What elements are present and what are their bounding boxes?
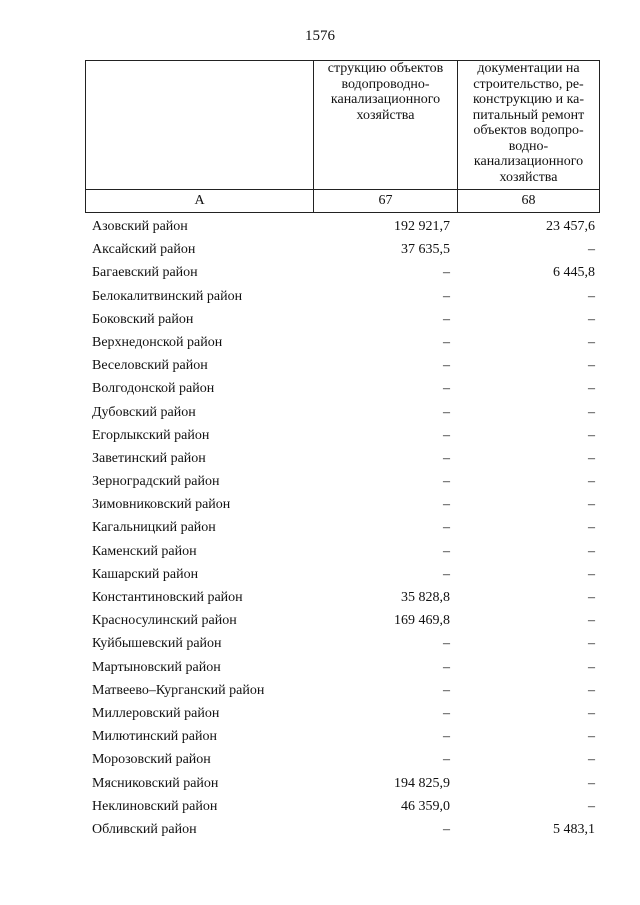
value-col-67: 37 635,5 — [401, 242, 450, 258]
value-col-67: – — [443, 566, 450, 582]
value-col-67: – — [443, 636, 450, 652]
header-col-67 — [314, 61, 458, 190]
value-col-68: – — [588, 729, 595, 745]
district-name: Заветинский район — [92, 450, 206, 466]
table-row — [0, 261, 640, 284]
value-col-68: – — [588, 358, 595, 374]
header-col-67-line: хозяйства — [356, 107, 415, 123]
table-row — [0, 215, 640, 238]
district-name: Обливский район — [92, 821, 197, 837]
value-col-68: – — [588, 798, 595, 814]
table-row — [0, 238, 640, 261]
value-col-68: – — [588, 752, 595, 768]
district-name: Константиновский район — [92, 590, 243, 605]
value-col-67: – — [443, 311, 450, 327]
district-name: Белокалитвинский район — [92, 288, 243, 304]
table-row — [0, 331, 640, 354]
code-68: 68 — [458, 190, 600, 213]
value-col-67: – — [443, 705, 450, 721]
code-67: 67 — [314, 190, 458, 213]
value-col-67: – — [443, 427, 450, 443]
table-row — [0, 377, 640, 400]
district-name: Верхнедонской район — [92, 334, 223, 350]
district-name: Морозовский район — [92, 752, 211, 768]
district-name: Веселовский район — [92, 358, 208, 374]
header-row — [86, 61, 600, 190]
district-name: Зерноградский район — [92, 474, 220, 490]
value-col-68: – — [588, 636, 595, 652]
district-name: Азовский район — [92, 219, 188, 234]
value-col-68: – — [588, 775, 595, 791]
table-row — [0, 401, 640, 424]
value-col-68: – — [588, 311, 595, 327]
header-col-67-line: канализационного — [330, 92, 441, 107]
code-a: А — [86, 190, 314, 213]
header-col-68 — [458, 61, 600, 190]
value-col-68: – — [588, 682, 595, 698]
value-col-68: – — [588, 566, 595, 582]
value-col-67: – — [443, 404, 450, 420]
value-col-67: 194 825,9 — [394, 775, 450, 791]
table-row — [0, 748, 640, 771]
header-col-68-line: хозяйства — [499, 169, 558, 185]
value-col-67: 35 828,8 — [401, 590, 450, 605]
district-name: Дубовский район — [92, 404, 196, 420]
table-row — [0, 354, 640, 377]
table-row — [0, 540, 640, 563]
value-col-68: – — [588, 427, 595, 443]
district-name: Боковский район — [92, 311, 194, 327]
column-code-row — [86, 190, 600, 213]
value-col-67: – — [443, 474, 450, 490]
table-row — [0, 516, 640, 539]
value-col-68: 5 483,1 — [553, 821, 595, 837]
value-col-68: – — [588, 288, 595, 304]
table-row — [0, 818, 640, 841]
page-number: 1576 — [305, 28, 335, 44]
district-name: Аксайский район — [92, 242, 196, 258]
value-col-67: 192 921,7 — [394, 219, 450, 234]
value-col-67: – — [443, 821, 450, 837]
value-col-68: – — [588, 590, 595, 605]
header-col-67-line: водопроводно- — [341, 76, 430, 92]
value-col-67: 169 469,8 — [394, 613, 450, 629]
value-col-67: – — [443, 265, 450, 281]
table-row — [0, 772, 640, 795]
header-col-68-line: объектов водопро- — [473, 123, 584, 138]
value-col-67: – — [443, 358, 450, 374]
table-row — [0, 632, 640, 655]
header-col-67-line: струкцию объектов — [327, 61, 444, 76]
table-row — [0, 470, 640, 493]
header-col-68-line: конструкцию и ка- — [472, 92, 585, 107]
district-name: Матвеево–Курганский район — [92, 682, 265, 698]
district-name: Кашарский район — [92, 566, 199, 582]
table-row — [0, 795, 640, 818]
table-row — [0, 725, 640, 748]
table-row — [0, 609, 640, 632]
value-col-68: 6 445,8 — [553, 265, 595, 281]
value-col-67: – — [443, 752, 450, 768]
table-row — [0, 702, 640, 725]
table-row — [0, 586, 640, 609]
value-col-68: – — [588, 242, 595, 258]
value-col-67: – — [443, 334, 450, 350]
header-col-68-line: документации на — [477, 61, 580, 76]
district-name: Красносулинский район — [92, 613, 237, 629]
district-name: Волгодонской район — [92, 381, 215, 397]
district-name: Зимовниковский район — [92, 497, 231, 513]
district-name: Каменский район — [92, 543, 197, 559]
value-col-68: – — [588, 520, 595, 536]
value-col-67: – — [443, 520, 450, 536]
value-col-67: – — [443, 381, 450, 397]
header-col-68-line: питальный ремонт — [472, 107, 585, 123]
district-name: Милютинский район — [92, 729, 218, 745]
value-col-67: – — [443, 659, 450, 675]
value-col-68: – — [588, 334, 595, 350]
header-col-68-line: строительство, ре- — [473, 76, 584, 92]
value-col-67: – — [443, 543, 450, 559]
value-col-68: – — [588, 404, 595, 420]
data-rows — [0, 215, 640, 841]
table-row — [0, 308, 640, 331]
table-row — [0, 563, 640, 586]
district-name: Куйбышевский район — [92, 636, 222, 652]
district-name: Егорлыкский район — [92, 427, 210, 443]
value-col-68: – — [588, 381, 595, 397]
value-col-67: – — [443, 729, 450, 745]
value-col-68: – — [588, 659, 595, 675]
value-col-68: – — [588, 450, 595, 466]
table-row — [0, 679, 640, 702]
value-col-67: – — [443, 450, 450, 466]
district-name: Мартыновский район — [92, 659, 221, 675]
value-col-68: – — [588, 543, 595, 559]
value-col-68: – — [588, 474, 595, 490]
value-col-67: – — [443, 288, 450, 304]
value-col-68: – — [588, 705, 595, 721]
district-name: Мясниковский район — [92, 775, 219, 791]
header-col-68-line: канализационного — [473, 154, 584, 169]
value-col-68: 23 457,6 — [546, 219, 595, 234]
district-name: Кагальницкий район — [92, 520, 216, 536]
header-district-cell — [86, 61, 314, 190]
value-col-67: – — [443, 682, 450, 698]
table-row — [0, 447, 640, 470]
value-col-68: – — [588, 613, 595, 629]
table-header — [85, 60, 600, 213]
district-name: Миллеровский район — [92, 705, 220, 721]
value-col-68: – — [588, 497, 595, 513]
district-name: Багаевский район — [92, 265, 198, 281]
table-row — [0, 424, 640, 447]
value-col-67: 46 359,0 — [401, 798, 450, 814]
district-name: Неклиновский район — [92, 798, 218, 814]
table-row — [0, 285, 640, 308]
table-row — [0, 656, 640, 679]
header-col-68-line: водно- — [508, 138, 549, 154]
table-row — [0, 493, 640, 516]
value-col-67: – — [443, 497, 450, 513]
